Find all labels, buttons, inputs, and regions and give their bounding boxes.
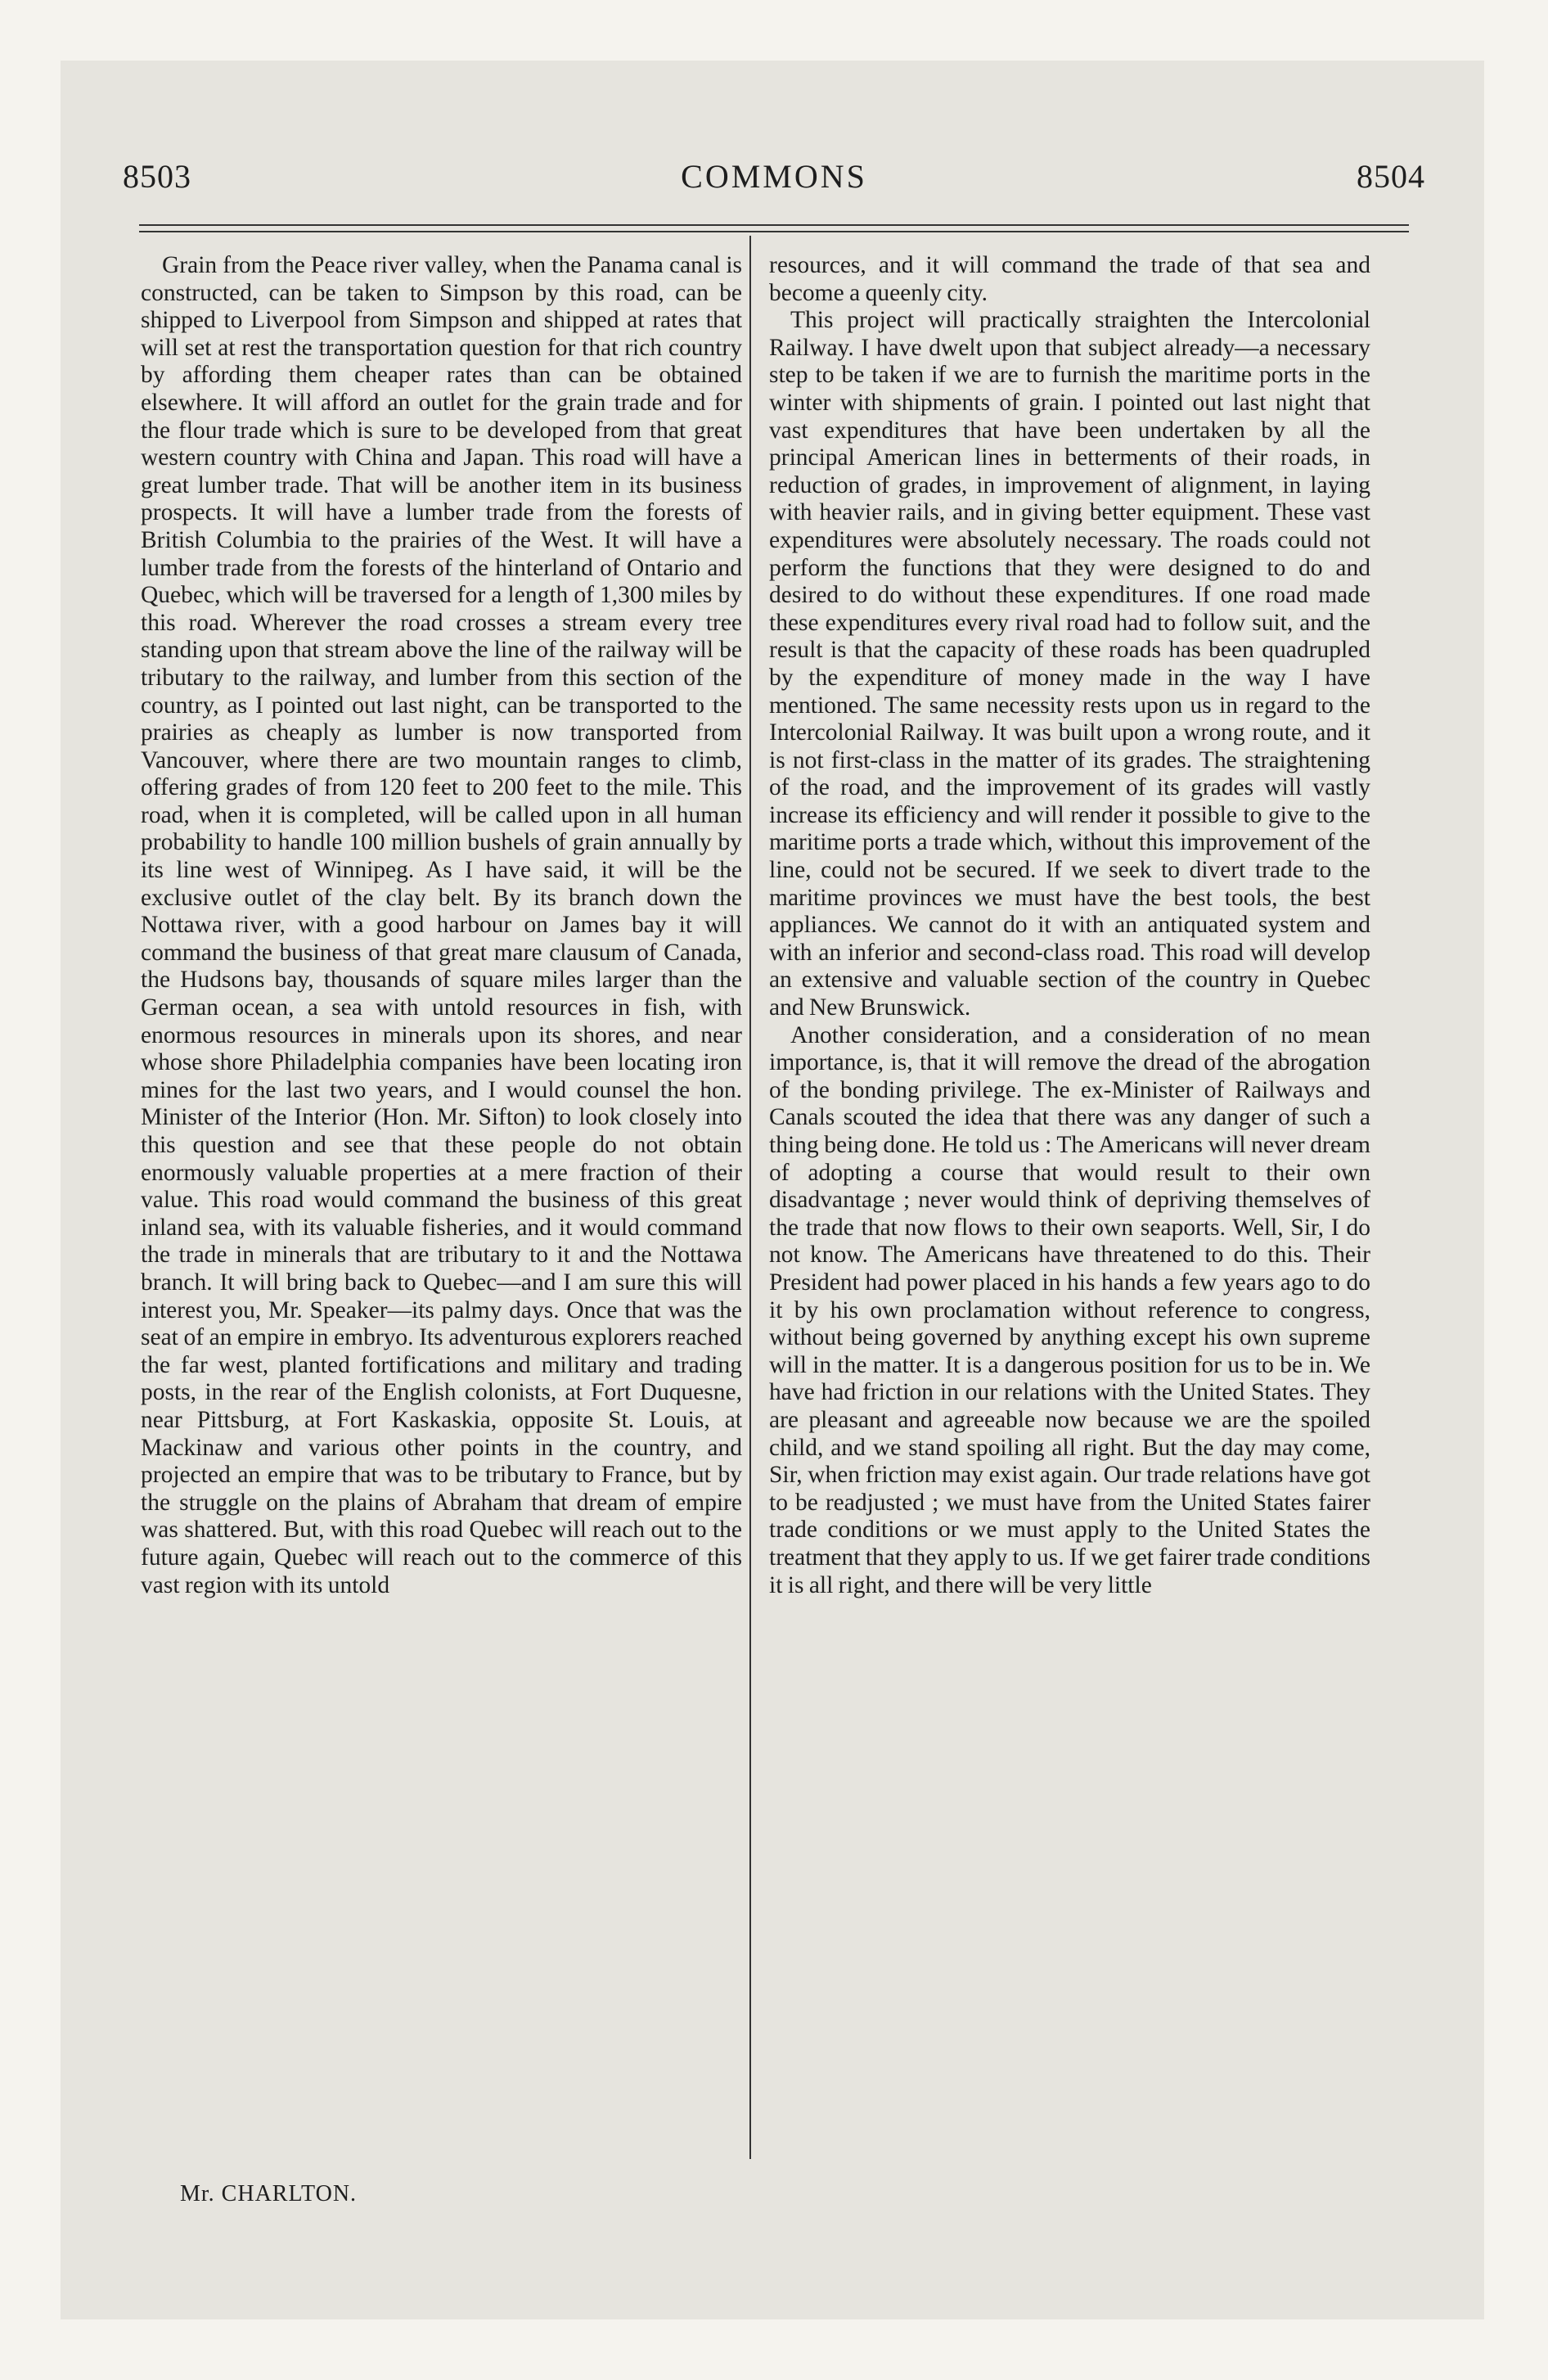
speaker-footer: Mr. CHARLTON.: [180, 2181, 358, 2206]
column-divider: [749, 236, 751, 2159]
paragraph: Another consideration, and a consideration of no mean importance, is, that it will remove the dread of the abrogation of the bonding privilege. The ex-Minister of Railways and Canals scouted the idea that there was any danger of such a thing being done. He told us : The Americans will never dream of adopting a course that would result to their own disadvantage ; never would think of depriving themselves of the trade that now flows to their own seaports. Well, Sir, I do not know. The Americans have threatened to do this. Their President had power placed in his hands a few years ago to do it by his own proclamation without reference to congress, without being governed by anything except his own supreme will in the matter. It is a dangerous position for us to be in. We have had friction in our relations with the United States. They are pleasant and agreeable now because we are the spoiled child, and we stand spoiling all right. But the day may come, Sir, when friction may exist again. Our trade relations have got to be readjusted ; we must have from the United States fairer trade conditions or we must apply to the United States the treatment that they apply to us. If we get fairer trade conditions it is all right, and there will be very little: [769, 1021, 1370, 1598]
left-column: [141, 252, 742, 1599]
paragraph: This project will practically straighten the Intercolonial Railway. I have dwelt upon that subject already—a necessary step to be taken if we are to furnish the maritime ports in the winter with shipments of grain. I pointed out last night that vast expenditures that have been undertaken by all the principal American lines in betterments of their roads, in reduction of grades, in improvement of alignment, in laying with heavier rails, and in giving better equipment. These vast expenditures were absolutely necessary. The roads could not perform the functions that they were designed to do and desired to do without these expenditures. If one road made these expenditures every rival road had to follow suit, and the result is that the capacity of these roads has been quadrupled by the expenditure of money made in the way I have mentioned. The same necessity rests upon us in regard to the Intercolonial Railway. It was built upon a wrong route, and it is not first-class in the matter of its grades. The straightening of the road, and the improvement of its grades will vastly increase its efficiency and will render it possible to give to the maritime ports a trade which, without this improvement of the line, could not be secured. If we seek to divert trade to the maritime provinces we must have the best tools, the best appliances. We cannot do it with an antiquated system and with an inferior and second-class road. This road will develop an extensive and valuable section of the country in Quebec and New Brunswick.: [769, 307, 1370, 1021]
page-title: COMMONS: [681, 158, 867, 195]
paragraph: Grain from the Peace river valley, when the Panama canal is constructed, can be taken to Simpson by this road, can be shipped to Liverpool from Simpson and shipped at rates that will set at rest the transportation question for that rich country by affording them cheaper rates than can be obtained elsewhere. It will afford an outlet for the grain trade and for the flour trade which is sure to be developed from that great western country with China and Japan. This road will have a great lumber trade. That will be another item in its business prospects. It will have a lumber trade from the forests of British Columbia to the prairies of the West. It will have a lumber trade from the forests of the hinterland of Ontario and Quebec, which will be traversed for a length of 1,300 miles by this road. Wherever the road crosses a stream every tree standing upon that stream above the line of the railway will be tributary to the railway, and lumber from this section of the country, as I pointed out last night, can be transported to the prairies as cheaply as lumber is now transported from Vancouver, where there are two mountain ranges to climb, offering grades of from 120 feet to 200 feet to the mile. This road, when it is completed, will be called upon in all human probability to handle 100 million bushels of grain annually by its line west of Winnipeg. As I have said, it will be the exclusive outlet of the clay belt. By its branch down the Nottawa river, with a good harbour on James bay it will command the business of that great mare clausum of Canada, the Hudsons bay, thousands of square miles larger than the German ocean, a sea with untold resources in fish, with enormous resources in minerals upon its shores, and near whose shore Philadelphia companies have been locating iron mines for the last two years, and I would counsel the hon. Minister of the Interior (Hon. Mr. Sifton) to look closely into this question and see that these people do not obtain enormously valuable properties at a mere fraction of their value. This road would command the business of this great inland sea, with its valuable fisheries, and it would command the trade in minerals that are tributary to it and the Nottawa branch. It will bring back to Quebec—and I am sure this will interest you, Mr. Speaker—its palmy days. Once that was the seat of an empire in embryo. Its adventurous explorers reached the far west, planted fortifications and military and trading posts, in the rear of the English colonists, at Fort Duquesne, near Pittsburg, at Fort Kaskaskia, opposite St. Louis, at Mackinaw and various other points in the country, and projected an empire that was to be tributary to France, but by the struggle on the plains of Abraham that dream of empire was shattered. But, with this road Quebec will reach out to the future again, Quebec will reach out to the commerce of this vast region with its untold: [141, 252, 742, 1598]
page-number-left: 8503: [123, 158, 191, 195]
header-rule-bottom: [139, 231, 1409, 232]
paragraph: resources, and it will command the trade of that sea and become a queenly city.: [769, 252, 1370, 306]
right-column: [769, 252, 1370, 1599]
header-rule-top: [139, 224, 1409, 226]
page-number-right: 8504: [1357, 158, 1425, 195]
page-header: [123, 157, 1425, 198]
